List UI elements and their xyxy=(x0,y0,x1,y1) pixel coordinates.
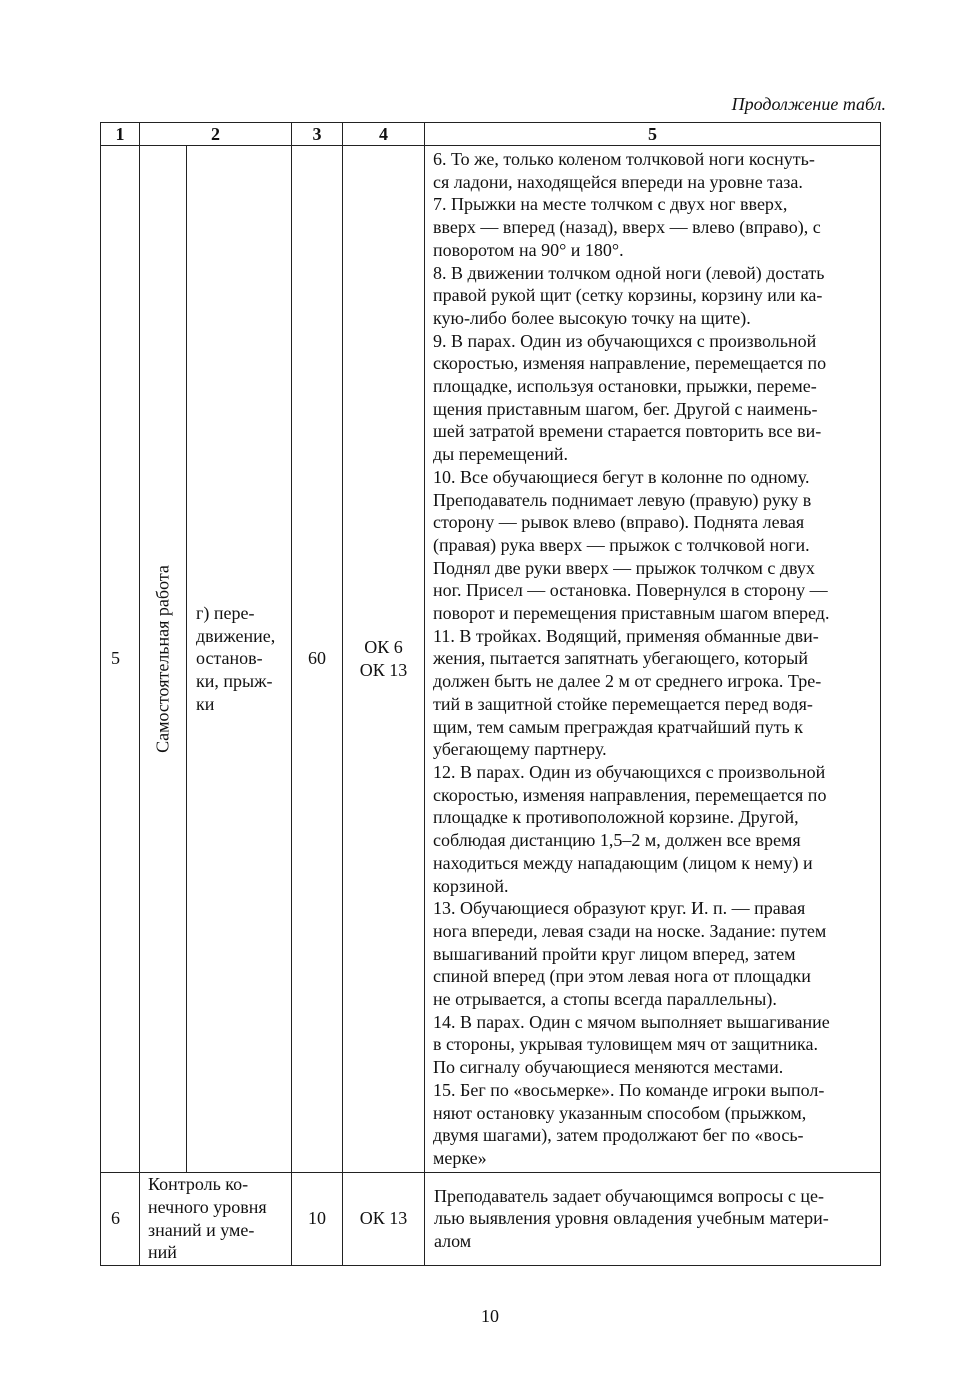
page-number: 10 xyxy=(481,1306,499,1326)
text-line: двумя шагами), затем продолжают бег по «вось- xyxy=(433,1125,804,1146)
text-line: 8. В движении толчком одной ноги (левой) достать xyxy=(433,262,825,283)
table-row xyxy=(101,146,881,1173)
text-line: не отрывается, а стопы всегда параллельны). xyxy=(433,989,777,1010)
text-line: поворотом на 90° и 180°. xyxy=(433,239,624,260)
text-line: должен быть не далее 2 м от среднего игрока. Тре- xyxy=(433,671,822,692)
header-col-2: 2 xyxy=(140,123,292,146)
table-row xyxy=(101,1172,881,1265)
subtopic-line: ки xyxy=(196,693,215,714)
row-number: 5 xyxy=(101,146,140,1173)
subtopic-line: г) пере- xyxy=(196,603,255,624)
text-line: 9. В парах. Один из обучающихся с произвольной xyxy=(433,330,817,351)
subtopic-line: движение, xyxy=(196,625,276,646)
text-line: тий в защитной стойке перемещается перед водя- xyxy=(433,693,813,714)
text-line: ног. Присел — остановка. Повернулся в сторону — xyxy=(433,580,828,601)
text-line: корзиной. xyxy=(433,875,509,896)
minutes-cell: 60 xyxy=(292,146,343,1173)
text-line: мерке» xyxy=(433,1147,487,1168)
exercise-description-cell xyxy=(425,146,881,1173)
text-line: Преподаватель поднимает левую (правую) руку в xyxy=(433,489,812,510)
text-line: алом xyxy=(434,1231,472,1252)
text-line: шей затратой времени старается повторить все ви- xyxy=(433,421,822,442)
text-line: поворот и перемещения приставным шагом вперед. xyxy=(433,603,830,624)
exercise-text xyxy=(433,148,874,1170)
competence-cell: ОК 13 xyxy=(343,1172,425,1265)
text-line: находиться между нападающим (лицом к нему) и xyxy=(433,852,813,873)
subtopic-line: останов- xyxy=(196,648,263,669)
row-number: 6 xyxy=(101,1172,140,1265)
header-col-4: 4 xyxy=(343,123,425,146)
text-line: вышагиваний пройти круг лицом вперед, затем xyxy=(433,943,796,964)
text-line: правой рукой щит (сетку корзины, корзину или ка- xyxy=(433,285,823,306)
category-label: Самостоятельная работа xyxy=(152,564,173,753)
text-line: няют остановку указанным способом (прыжком, xyxy=(433,1102,807,1123)
control-label-line: Контроль ко- xyxy=(148,1174,249,1195)
text-line: Поднял две руки вверх — прыжок толчком с двух xyxy=(433,557,815,578)
table-continuation-caption: Продолжение табл. xyxy=(731,94,886,114)
text-line: лью выявления уровня овладения учебным матери- xyxy=(434,1208,829,1229)
text-line: вверх — вперед (назад), вверх — влево (вправо), с xyxy=(433,217,821,238)
text-line: 13. Обучающиеся образуют круг. И. п. — правая xyxy=(433,898,806,919)
competence-code: ОК 6 xyxy=(364,637,403,658)
text-line: 6. То же, только коленом толчковой ноги коснуть- xyxy=(433,149,815,169)
minutes-cell: 10 xyxy=(292,1172,343,1265)
text-line: щим, тем самым преграждая кратчайший путь к xyxy=(433,716,803,737)
text-line: (правая) рука вверх — прыжок с толчковой ноги. xyxy=(433,534,810,555)
control-label-line: знаний и уме- xyxy=(148,1219,255,1240)
text-line: площадке, используя остановки, прыжки, переме- xyxy=(433,376,817,397)
category-cell xyxy=(140,146,187,1173)
text-line: площадке к противоположной корзине. Другой, xyxy=(433,807,799,828)
control-label-line: ний xyxy=(148,1242,177,1263)
text-line: нога впереди, левая сзади на носке. Задание: путем xyxy=(433,920,827,941)
text-line: сторону — рывок влево (вправо). Поднята левая xyxy=(433,512,805,533)
header-row xyxy=(101,123,881,146)
control-text xyxy=(434,1185,872,1253)
text-line: в стороны, укрывая туловищем мяч от защитника. xyxy=(433,1034,818,1055)
header-col-3: 3 xyxy=(292,123,343,146)
text-line: По сигналу обучающиеся меняются местами. xyxy=(433,1057,784,1078)
text-line: 7. Прыжки на месте толчком с двух ног вверх, xyxy=(433,194,788,215)
text-line: ся ладони, находящейся впереди на уровне таза. xyxy=(433,171,803,192)
text-line: скоростью, изменяя направления, перемещается по xyxy=(433,784,827,805)
text-line: 11. В тройках. Водящий, применяя обманные дви- xyxy=(433,625,819,646)
text-line: спиной вперед (при этом левая нога от площадки xyxy=(433,966,811,987)
text-line: Преподаватель задает обучающимся вопросы с це- xyxy=(434,1185,824,1206)
header-col-5: 5 xyxy=(425,123,881,146)
text-line: кую-либо более высокую точку на щите). xyxy=(433,307,751,328)
control-label-line: нечного уровня xyxy=(148,1196,267,1217)
lesson-plan-table xyxy=(100,122,881,1266)
text-line: щения приставным шагом, бег. Другой с наимень- xyxy=(433,398,818,419)
text-line: ды перемещений. xyxy=(433,444,568,465)
text-line: соблюдая дистанцию 1,5–2 м, должен все время xyxy=(433,830,801,851)
text-line: 15. Бег по «восьмерке». По команде игроки выпол- xyxy=(433,1079,825,1100)
text-line: жения, пытается запятнать убегающего, который xyxy=(433,648,808,669)
subtopic-line: ки, прыж- xyxy=(196,671,273,692)
text-line: 12. В парах. Один из обучающихся с произвольной xyxy=(433,761,826,782)
control-label-cell xyxy=(140,1172,292,1265)
competence-cell xyxy=(343,146,425,1173)
text-line: скоростью, изменяя направление, перемещается по xyxy=(433,353,827,374)
subtopic-cell xyxy=(187,146,292,1173)
text-line: убегающему партнеру. xyxy=(433,739,607,760)
text-line: 10. Все обучающиеся бегут в колонне по одному. xyxy=(433,466,810,487)
header-col-1: 1 xyxy=(101,123,140,146)
text-line: 14. В парах. Один с мячом выполняет вышагивание xyxy=(433,1011,830,1032)
competence-code: ОК 13 xyxy=(359,659,408,680)
control-description-cell xyxy=(425,1172,881,1265)
